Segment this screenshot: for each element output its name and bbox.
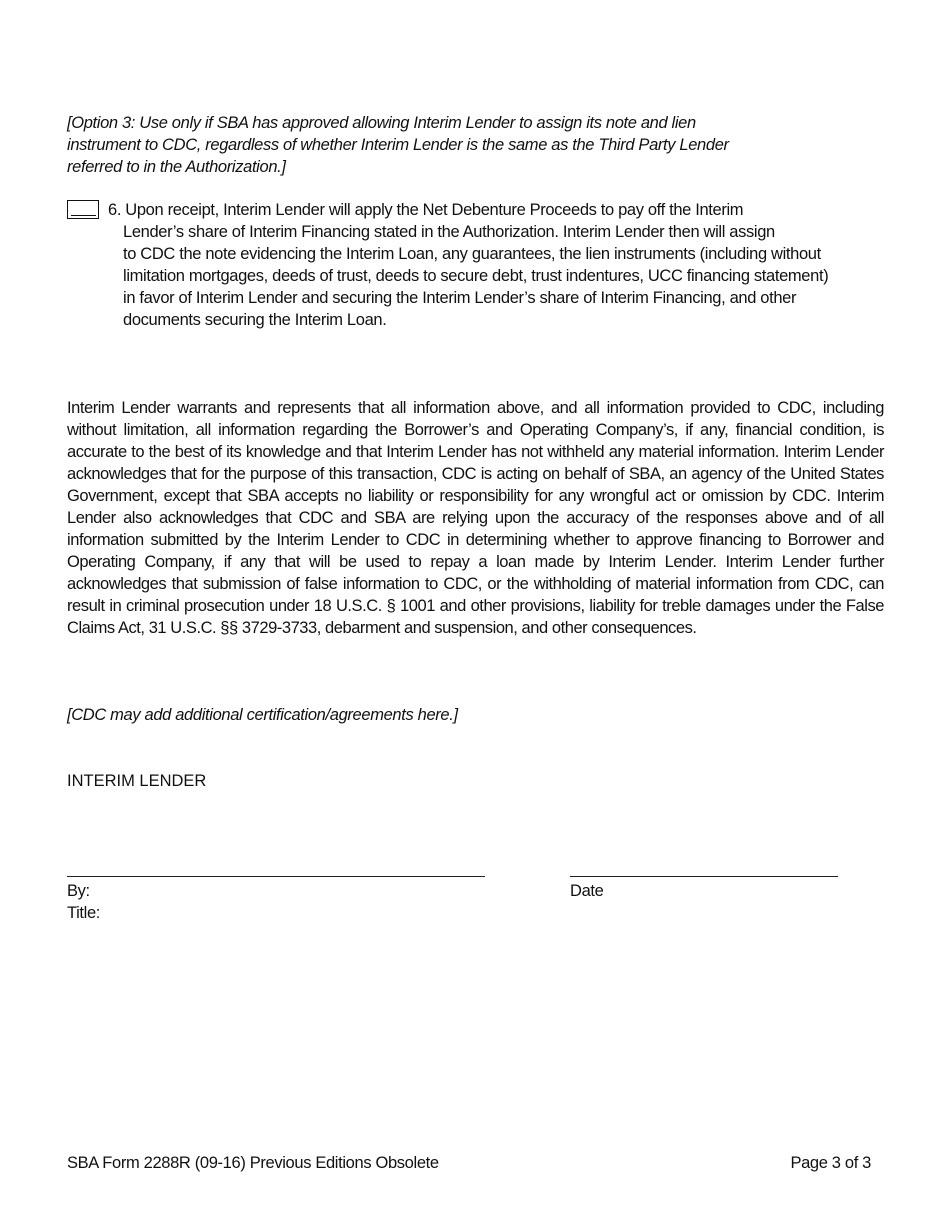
signature-line[interactable] bbox=[67, 876, 485, 877]
cdc-additional-note: [CDC may add additional certification/agreements here.] bbox=[67, 706, 458, 724]
item-6-line: Lender’s share of Interim Financing stated in the Authorization. Interim Lender then will assign bbox=[123, 223, 775, 241]
checkbox-blank-line bbox=[71, 215, 96, 216]
item-6-line: to CDC the note evidencing the Interim Loan, any guarantees, the lien instruments (including without bbox=[123, 245, 821, 263]
option-3-note bbox=[67, 112, 827, 178]
item-6-line: in favor of Interim Lender and securing the Interim Lender’s share of Interim Financing, and other bbox=[123, 289, 797, 307]
option-note-line: referred to in the Authorization.] bbox=[67, 158, 286, 176]
option-note-line: [Option 3: Use only if SBA has approved allowing Interim Lender to assign its note and lien bbox=[67, 114, 696, 132]
item-6-continuation bbox=[123, 221, 893, 331]
item-6-first-line: 6. Upon receipt, Interim Lender will apply the Net Debenture Proceeds to pay off the Interim bbox=[108, 201, 744, 219]
interim-lender-heading: INTERIM LENDER bbox=[67, 772, 207, 790]
item-6-line: documents securing the Interim Loan. bbox=[123, 311, 387, 329]
warranty-paragraph: Interim Lender warrants and represents that all information above, and all information provided to CDC, including without limitation, all information regarding the Borrower’s and Operating Company’s, if any, financial condition, is accurate to the best of its knowledge and that Interim Lender has not withheld any material information. Interim Lender acknowledges that for the purpose of this transaction, CDC is acting on behalf of SBA, an agency of the United States Government, except that SBA accepts no liability or responsibility for any wrongful act or omission by CDC. Interim Lender also acknowledges that CDC and SBA are relying upon the accuracy of the responses above and of all information submitted by the Interim Lender to CDC in determining whether to approve financing to Borrower and Operating Company, if any that will be used to repay a loan made by Interim Lender. Interim Lender further acknowledges that submission of false information to CDC, or the withholding of material information from CDC, can result in criminal prosecution under 18 U.S.C. § 1001 and other provisions, liability for treble damages under the False Claims Act, 31 U.S.C. §§ 3729-3733, debarment and suspension, and other consequences. bbox=[67, 399, 884, 637]
item-6-line: limitation mortgages, deeds of trust, deeds to secure debt, trust indentures, UCC financing statement) bbox=[123, 267, 829, 285]
by-label: By: bbox=[67, 882, 90, 900]
footer-page-number: Page 3 of 3 bbox=[790, 1154, 871, 1172]
option-note-line: instrument to CDC, regardless of whether Interim Lender is the same as the Third Party Lender bbox=[67, 136, 729, 154]
title-label: Title: bbox=[67, 904, 101, 922]
footer-form-id: SBA Form 2288R (09-16) Previous Editions Obsolete bbox=[67, 1154, 439, 1172]
date-label: Date bbox=[570, 882, 604, 900]
item-6-checkbox[interactable] bbox=[67, 200, 99, 219]
date-line[interactable] bbox=[570, 876, 838, 877]
